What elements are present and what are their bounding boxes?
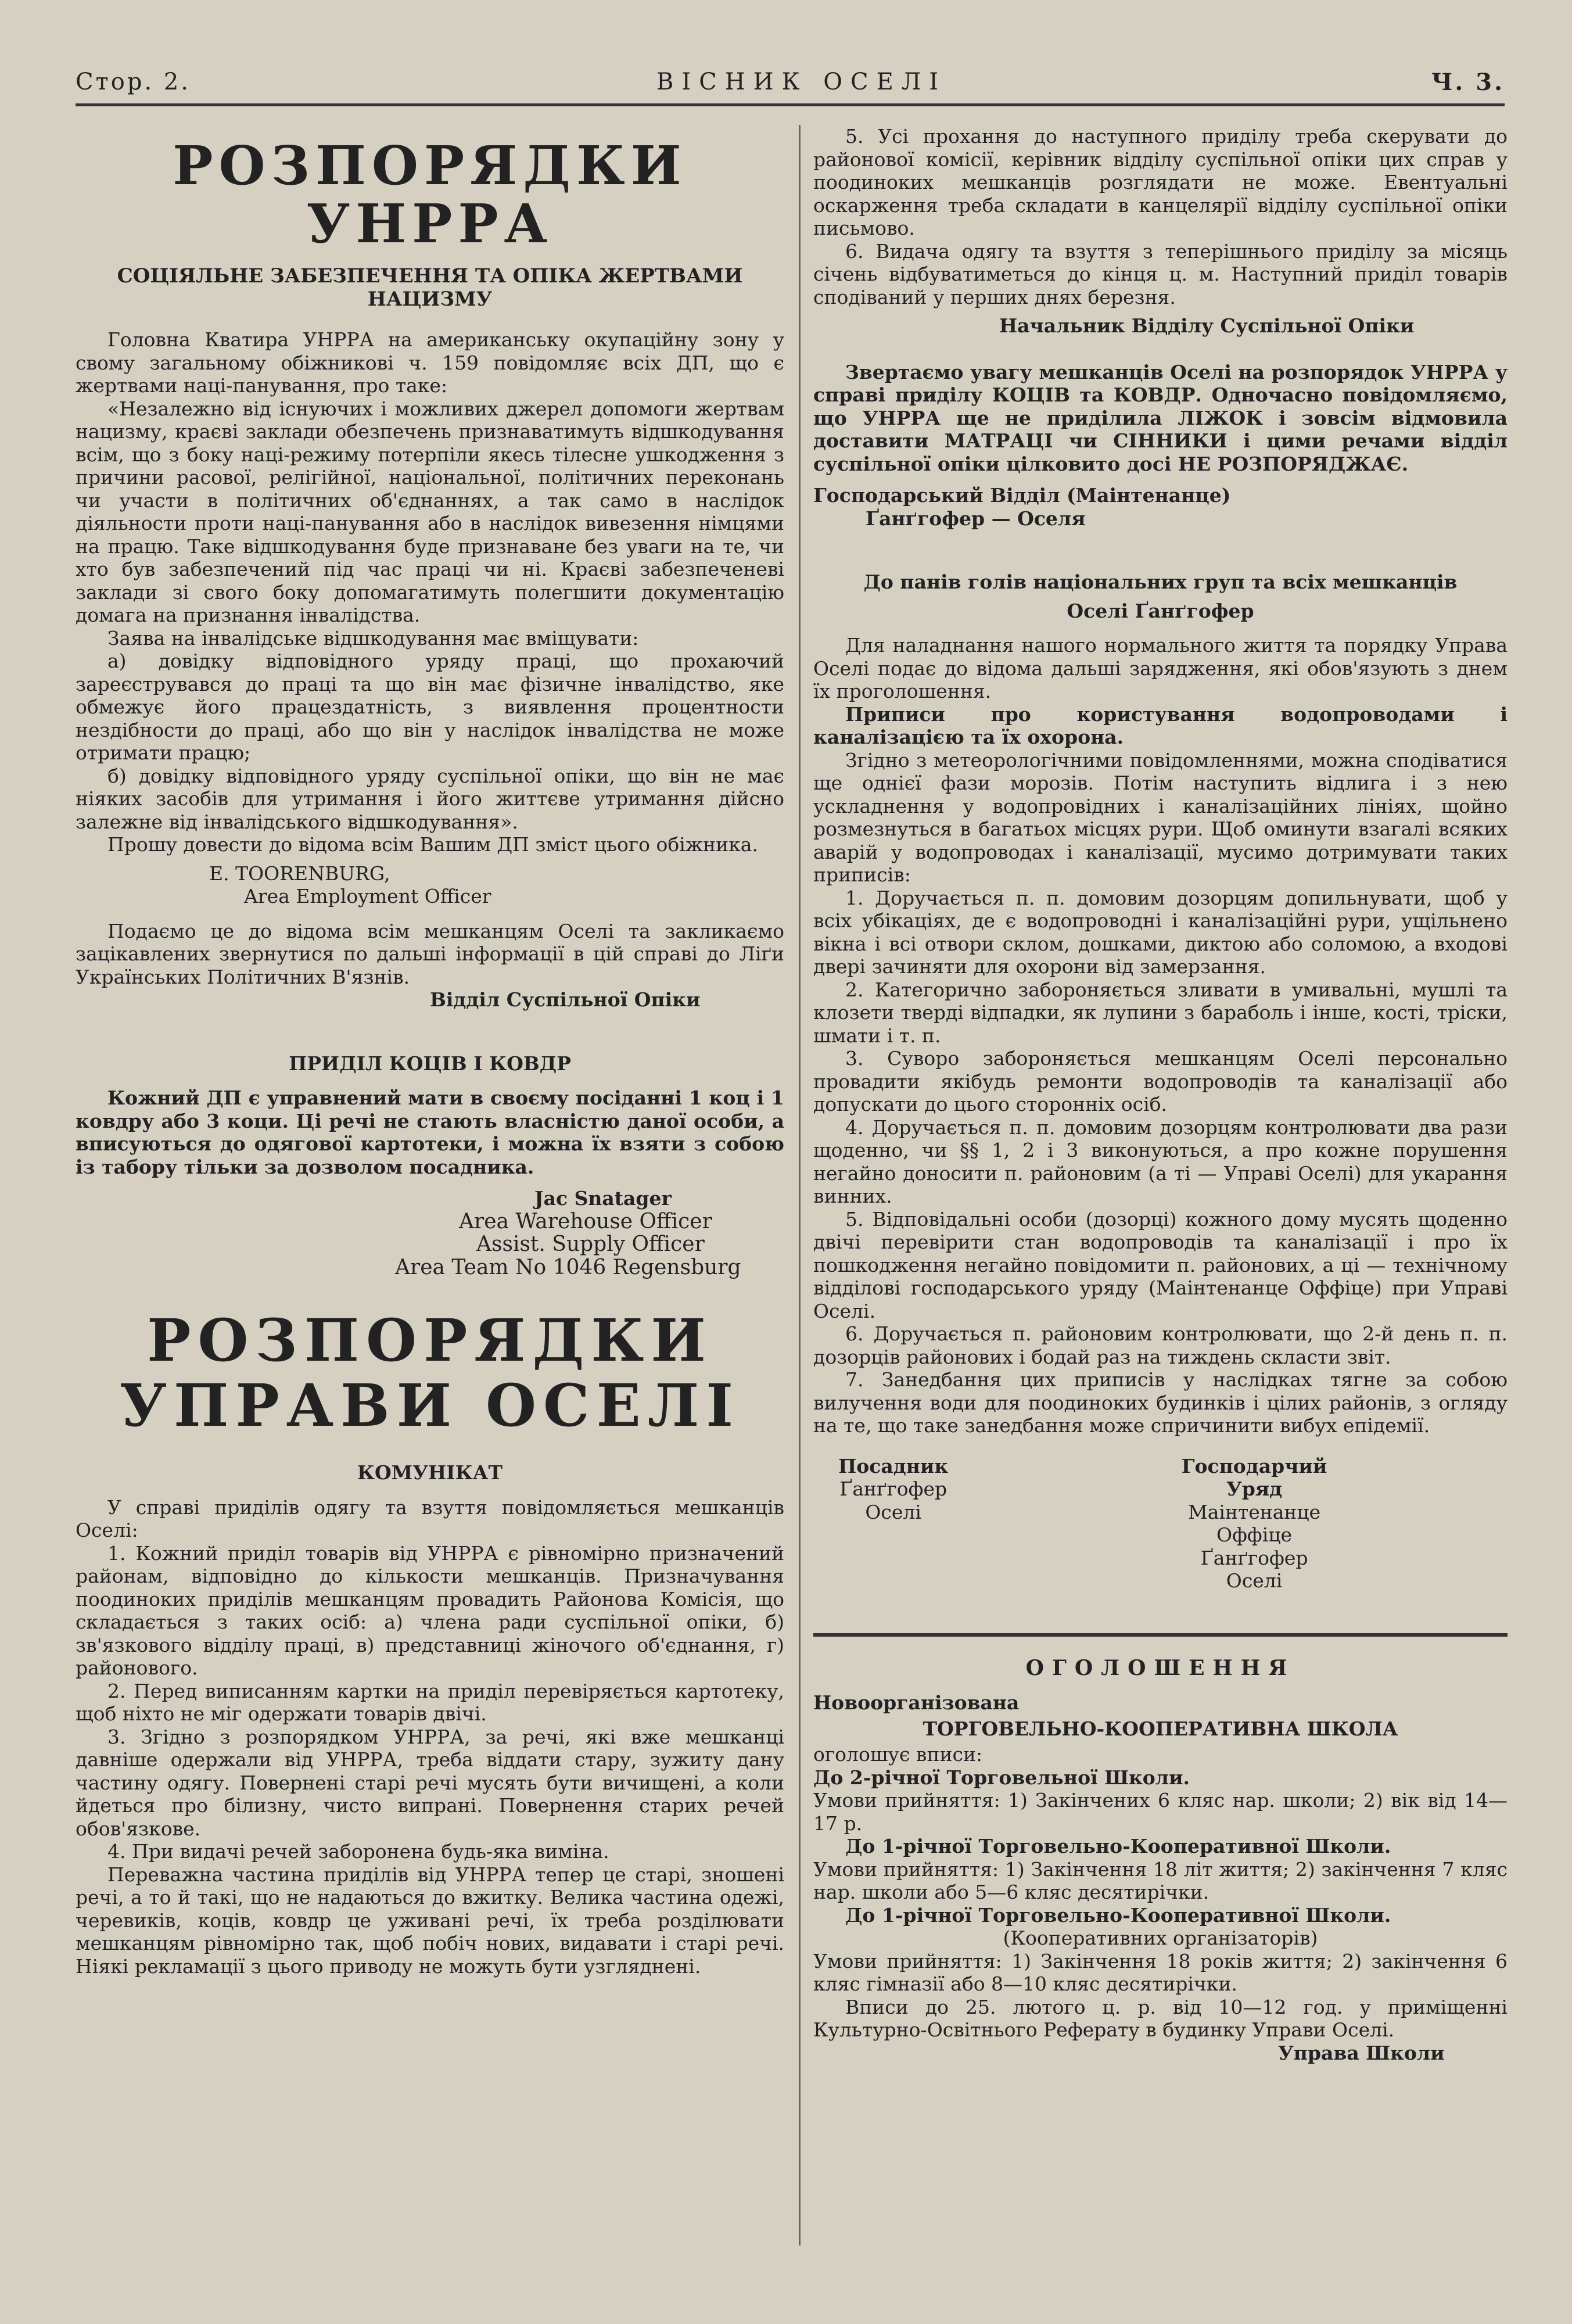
paragraph: 6. Доручається п. районовим контролювати, що 2-й день п. п. дозорців районових і бодай раз на тиждень скласти звіт. [813, 1322, 1508, 1368]
department-signature: Начальник Відділу Суспільної Опіки [999, 314, 1415, 337]
paragraph: 2. Категорично забороняється зливати в умивальні, мушлі та клозети тверді відпадки, як лупини з бараболь і інше, кості, тріски, шмати і т. п. [813, 978, 1508, 1047]
column-rule [799, 125, 801, 2246]
headline-orders-1: РОЗПОРЯДКИ [147, 1306, 713, 1375]
paragraph: 7. Занедбання цих приписів у наслідках тягне за собою вилучення води для поодиноких будинків і цілих районів, з огляду на те, що таке занедбання може спричинити вибух епідемії. [813, 1368, 1508, 1437]
paragraph: 1. Доручається п. п. домовим дозорцям допильнувати, щоб у всіх убікаціях, де є водопроводні і каналізаційні рури, ущільнено вікна і всі отвори склом, дошками, диктою або соломою, а входові двері зачиняти для охорони від замерзання. [813, 886, 1508, 978]
signature-office-name: Маінтенанце Оффіце [1187, 1500, 1321, 1546]
signature-title: Assist. Supply Officer [476, 1232, 705, 1256]
signature: Jac Snatager [534, 1187, 672, 1210]
signature-place: Ґанґгофер Оселі [1200, 1546, 1308, 1592]
paragraph: Кожний ДП є управнений мати в своєму посіданні 1 коц і 1 ковдру або 3 коци. Ці речі не стають власністю даної особи, а вписуються до одягової картотеки, і можна їх взяти з собою із табору тільки за дозволом посадника. [76, 1086, 784, 1178]
paragraph: 2. Перед виписанням картки на приділ перевіряється картотеку, щоб ніхто не міг одержати товарів двічі. [76, 1679, 784, 1725]
right-column [813, 125, 1508, 2246]
paragraph: 4. Доручається п. п. домовим дозорцям контролювати два рази щоденно, чи §§ 1, 2 і 3 виконуються, а про кожне порушення негайно доносити п. районовим (а ті — Управі Оселі) для укарання винних. [813, 1116, 1508, 1207]
headline-orders-2: УПРАВИ ОСЕЛІ [119, 1371, 741, 1440]
department-signature: Відділ Суспільної Опіки [430, 988, 701, 1011]
announcement-line: Умови прийняття: 1) Закінчення 18 літ життя; 2) закінчення 7 кляс нар. школи або 5—6 кляс десятирічки. [813, 1857, 1508, 1903]
announcement-line: (Кооперативних організаторів) [1003, 1927, 1318, 1949]
issue-number: Ч. 3. [1431, 69, 1505, 96]
announcement-line: Умови прийняття: 1) Закінчених 6 кляс нар. школи; 2) вік від 14—17 р. [813, 1789, 1508, 1835]
paragraph: Подаємо це до відома всім мешканцям Оселі та закликаємо зацікавлених звернутися по дальші інформації в цій справі до Ліґи Українських Політичних В'язнів. [76, 919, 784, 988]
school-name: ТОРГОВЕЛЬНО-КООПЕРАТИВНА ШКОЛА [923, 1717, 1398, 1740]
announcement-line: Вписи до 25. лютого ц. р. від 10—12 год. у приміщенні Культурно-Освітнього Реферату в будинку Управи Оселі. [813, 1995, 1508, 2041]
announcement-line: оголошує вписи: [813, 1743, 983, 1766]
paragraph: Згідно з метеорологічними повідомленнями, можна сподіватися ще однієї фази морозів. Потім наступить відлига і з нею ускладнення у водопровідних і каналізаційних лініях, щойно розмезнуться в багатьох місцях рури. Щоб оминути взагалі всяких аварій у водопроводах і каналізації, мусимо дотримувати таких приписів: [813, 748, 1508, 886]
paragraph: 4. При видачі речей заборонена будь-яка виміна. [107, 1840, 609, 1863]
paragraph: 5. Усі прохання до наступного приділу треба скерувати до районової комісії, керівник відділу суспільної опіки цих справ у поодиноких мешканців розглядати не може. Евентуальні оскарження треба складати в канцелярії відділу суспільної опіки письмово. [813, 125, 1508, 239]
announcement-line: До 2-річної Торговельної Школи. [813, 1766, 1190, 1789]
announcement-line: Новоорганізована [813, 1691, 1020, 1714]
heading-address: До панів голів національних груп та всіх мешканців [863, 571, 1458, 593]
signature-title: Area Team No 1046 Regensburg [395, 1255, 741, 1279]
paragraph: 3. Згідно з розпорядком УНРРА, за речі, які вже мешканці давніше одержали від УНРРА, треба віддати стару, зужиту дану частину одягу. Повернені старі речі мусять бути вичищені, а коли йдеться про білизну, чисто випрані. Повернення старих речей обов'язкове. [76, 1725, 784, 1840]
newspaper-title: ВІСНИК ОСЕЛІ [656, 69, 947, 95]
paragraph: Переважна частина приділів від УНРРА тепер це старі, зношені речі, а то й такі, що не надаються до вжитку. Велика частина одежі, черевиків, коців, ковдр це уживані речі, їх треба розділювати мешканцям рівномірно так, щоб побіч нових, видавати і старі речі. Ніякі рекламації з цього приводу не можуть бути узгляднені. [76, 1863, 784, 1978]
paragraph: Приписи про користування водопроводами і каналізацією та їх охорона. [813, 702, 1508, 748]
paragraph: Прошу довести до відома всім Вашим ДП зміст цього обіжника. [107, 833, 758, 856]
paragraph: 3. Суворо забороняється мешканцям Оселі персонально провадити якібудь ремонти водопроводів та каналізації або допускати до цього сторонніх осіб. [813, 1047, 1508, 1116]
heading-blankets: ПРИДІЛ КОЦІВ І КОВДР [289, 1052, 571, 1075]
section-rule [813, 1633, 1508, 1637]
announcement-line: До 1-річної Торговельно-Кооперативної Школи. [845, 1835, 1391, 1857]
left-column [76, 125, 784, 2246]
paragraph: Для наладнання нашого нормального життя та порядку Управа Оселі подає до відома дальші зарядження, які обов'язують з днем їх проголошення. [813, 634, 1508, 702]
paragraph: 6. Видача одягу та взуття з теперішнього приділу за місяць січень відбуватиметься до кінця ц. м. Наступний приділ товарів сподіваний у перших днях березня. [813, 239, 1508, 309]
heading-address-2: Оселі Ґанґгофер [1067, 599, 1254, 622]
paragraph: Головна Кватира УНРРА на американську окупаційну зону у свому загальному обіжникові ч. 159 повідомляє всіх ДП, що є жертвами наці-панування, про таке: [76, 328, 784, 397]
signature-office: Господарчий Уряд [1181, 1454, 1327, 1500]
header-rule [76, 103, 1505, 106]
department-signature: Господарський Відділ (Маінтенанце) [813, 484, 1231, 507]
paragraph: а) довідку відповідного уряду праці, що прохаючий зареєструвався до праці та що він має фізичне інвалідство, яке обмежує його працездатність, з виявлення процентности нездібности до праці, або що він у наслідок інвалідства не може отримати працю; [76, 650, 784, 764]
signatures-block [813, 1455, 1508, 1593]
signature-title: Area Warehouse Officer [459, 1209, 712, 1233]
signature-mayor: Посадник [838, 1454, 949, 1477]
paragraph: 5. Відповідальні особи (дозорці) кожного дому мусять щоденно двічі перевірити стан водопроводів та каналізації і про їх пошкодження негайно повідомити п. районових, а ці — технічному відділові господарського уряду (Маінтенанце Оффіце) при Управі Оселі. [813, 1207, 1508, 1322]
paragraph: б) довідку відповідного уряду суспільної опіки, що він не має ніяких засобів для утримання і його життєве утримання дійсно залежне від інвалідського відшкодування». [76, 764, 784, 833]
announcement-line: Умови прийняття: 1) Закінчення 18 років життя; 2) закінчення 6 кляс гімназії або 8—10 кляс десятирічки. [813, 1949, 1508, 1995]
paragraph: 1. Кожний приділ товарів від УНРРА є рівномірно призначений районам, відповідно до кількости мешканців. Призначування поодиноких приділів мешканцям провадить Районова Комісія, що складається з таких осіб: а) члена ради суспільної опіки, б) зв'язкового відділу праці, в) представниці жіночого об'єднання, г) районового. [76, 1541, 784, 1679]
heading-communique: КОМУНІКАТ [357, 1461, 503, 1484]
signature-place: Ґанґгофер Оселі [839, 1477, 947, 1523]
page-number: Стор. 2. [76, 69, 191, 95]
place-signature: Ґанґгофер — Оселя [866, 507, 1086, 530]
school-signature: Управа Школи [1278, 2041, 1445, 2064]
paragraph: Звертаємо увагу мешканців Оселі на розпорядок УНРРА у справі приділу КОЦІВ та КОВДР. Одночасно повідомляємо, що УНРРА ще не приділила ЛІЖОК і зовсім відмовила доставити МАТРАЦІ чи СІННИКИ і цими речами відділ суспільної опіки цілковито досі НЕ РОЗПОРЯДЖАЄ. [813, 360, 1508, 475]
paragraph: Заява на інвалідське відшкодування має вміщувати: [107, 626, 639, 650]
signature: E. TOORENBURG, [209, 862, 390, 885]
subheadline-social: СОЦІЯЛЬНЕ ЗАБЕЗПЕЧЕННЯ ТА ОПІКА ЖЕРТВАМИ НАЦИЗМУ [117, 264, 743, 311]
heading-announcements: ОГОЛОШЕННЯ [1025, 1655, 1295, 1680]
paragraph: «Незалежно від існуючих і можливих джерел допомоги жертвам нацизму, краєві заклади обезпечень признаватимуть відшкодування всім, що з боку наці-режиму потерпіли якесь тілесне ушкодження з причини расової, релігійної, національної, політичних переконань чи участи в політичних об'єднаннях, а так само в наслідок діяльности проти наці-панування або в наслідок вивезення німцями на працю. Таке відшкодування буде признаване без уваги на те, чи хто був забезпечений під час праці чи ні. Краєві забезпеченеві заклади зі свого боку допомагатимуть полегшити документацію домага на признання інвалідства. [76, 397, 784, 626]
announcement-line: До 1-річної Торговельно-Кооперативної Школи. [845, 1903, 1391, 1927]
signature-title: Area Employment Officer [244, 885, 491, 908]
paragraph: У справі приділів одягу та взуття повідомляється мешканців Оселі: [76, 1495, 784, 1541]
headline-unrra: РОЗПОРЯДКИ УНРРА [173, 134, 687, 255]
